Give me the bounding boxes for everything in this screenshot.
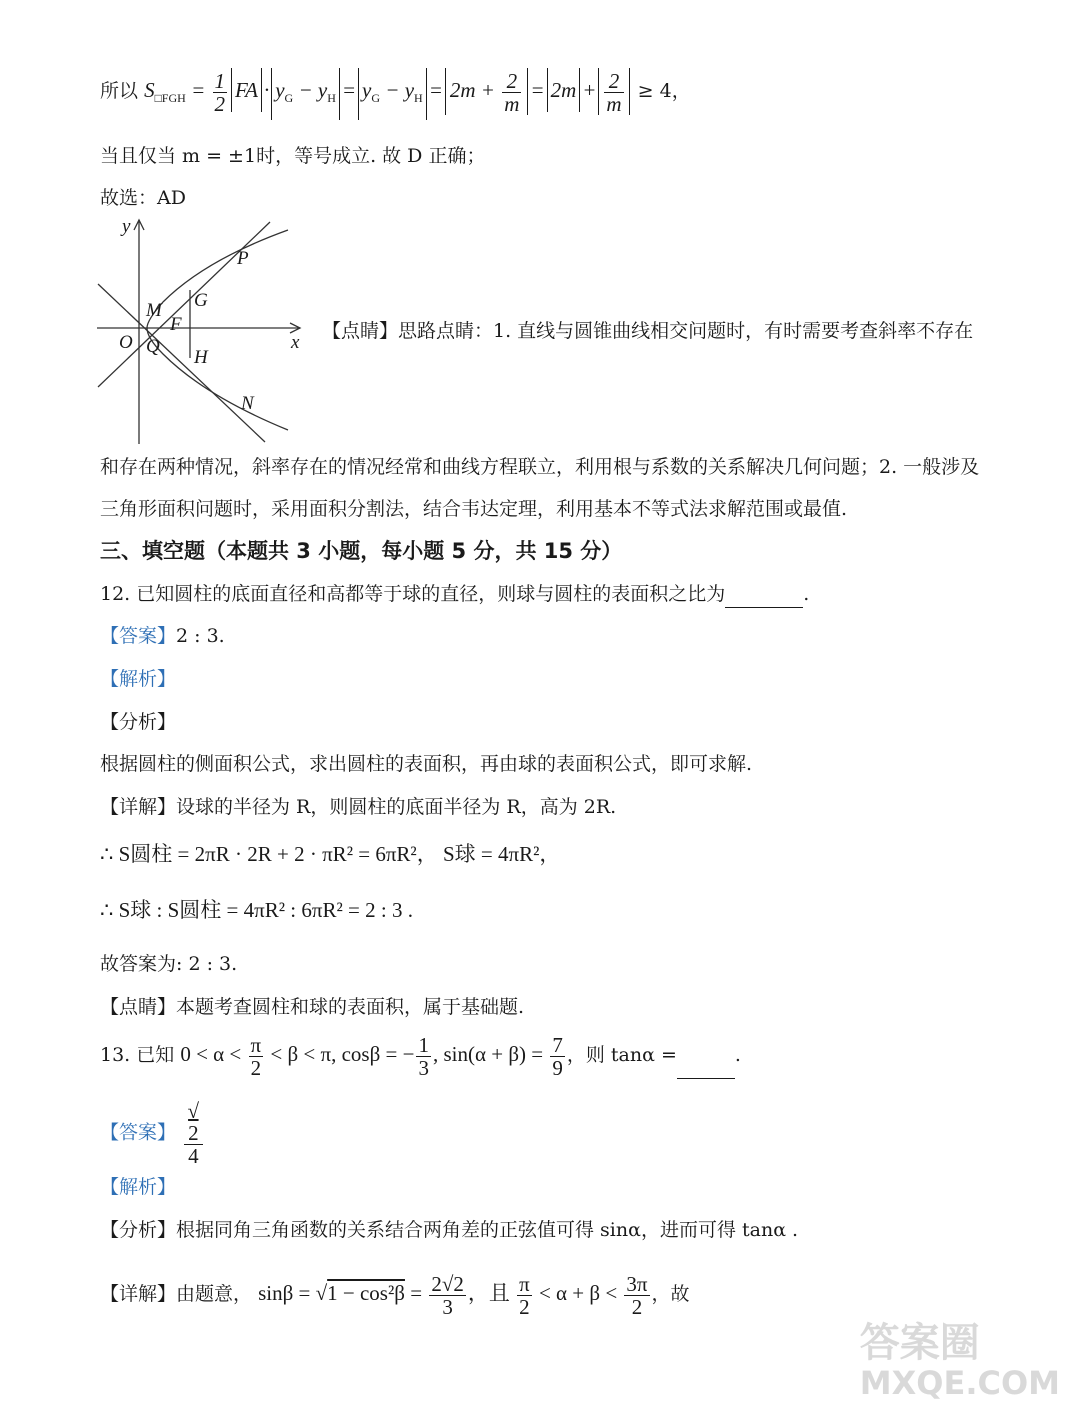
- label-p: P: [237, 248, 249, 269]
- answer-13-value: √ 2 4: [184, 1100, 203, 1167]
- xiangjie-13: [100, 1270, 690, 1318]
- fenxi-13-text: 根据同角三角函数的关系结合两角差的正弦值可得 sinα，进而可得 tanα .: [176, 1219, 799, 1241]
- xiangjie-13-tag: 【详解】: [100, 1283, 177, 1305]
- question-13-conditions: 0 < α < $\frac{\pi}{2}$ < β < π, cosβ = − $\frac{1}{3}$ , sin(α + β) = $\frac{7}{9}$: [180, 1032, 563, 1080]
- fenxi-13-tag: 【分析】: [100, 1219, 177, 1241]
- question-13-prefix: 13. 已知: [100, 1044, 175, 1066]
- dianjing-1-text: 思路点睛：1. 直线与圆锥曲线相交问题时，有时需要考查斜率不存在: [398, 320, 974, 342]
- jiexi-12: 【解析】: [100, 668, 177, 690]
- dianjing-1-continued-2: 三角形面积问题时，采用面积分割法，结合韦达定理，利用基本不等式法求解范围或最值.: [100, 498, 848, 520]
- line-through-origin: [98, 222, 270, 387]
- label-q: Q: [146, 336, 160, 357]
- area-formula-prefix: 所以: [100, 80, 139, 102]
- xiangjie-12-tag: 【详解】: [100, 796, 177, 818]
- dianjing-1-tag: 【点睛】: [322, 320, 399, 342]
- question-12-text: 12. 已知圆柱的底面直径和高都等于球的直径，则球与圆柱的表面积之比为: [100, 583, 726, 605]
- label-g: G: [194, 290, 208, 311]
- answer-12-value: 2 : 3.: [176, 625, 225, 647]
- fenxi-13: [100, 1216, 798, 1244]
- question-12-end: .: [803, 583, 810, 605]
- xiangjie-13-expression: sinβ = √1 − cos²β = $\frac{2√2}{3}$ ，且 $\frac{\pi}{2}$ < α + β < $\frac{3\pi}{2}$: [258, 1271, 648, 1319]
- xiangjie-12-text: 设球的半径为 R，则圆柱的底面半径为 R，高为 2R.: [176, 796, 617, 818]
- parabola-curve: [147, 230, 288, 430]
- area-formula-expression: $S_{□FGH}$ = $\frac{1}{2}$ FA · $y_G - y_H = y_G - y_H = 2m$ + $\frac{2}{m}$ = 2m + $\frac{2}{m}$: [144, 78, 632, 102]
- question-13-end: .: [734, 1044, 741, 1066]
- equality-condition: 当且仅当 m = ±1时，等号成立. 故 D 正确；: [100, 145, 486, 167]
- question-12: [100, 580, 809, 608]
- final-answer-12: 故答案为: 2 : 3.: [100, 953, 238, 975]
- fenxi-12-text: 根据圆柱的侧面积公式，求出圆柱的表面积，再由球的表面积公式，即可求解.: [100, 753, 753, 775]
- answer-13: [100, 1100, 205, 1167]
- question-13: [100, 1032, 741, 1079]
- xiangjie-12: [100, 793, 616, 821]
- answer-12: [100, 622, 225, 650]
- dianjing-12-text: 本题考查圆柱和球的表面积，属于基础题.: [176, 996, 525, 1018]
- answer-blank-12: [725, 587, 803, 608]
- question-13-mid: ，则 tanα =: [566, 1044, 677, 1066]
- area-formula-line: [100, 68, 691, 120]
- answer-12-tag: 【答案】: [100, 625, 177, 647]
- final-choice: 故选：AD: [100, 187, 186, 209]
- label-o: O: [119, 332, 133, 353]
- jiexi-13: 【解析】: [100, 1176, 177, 1198]
- answer-13-tag: 【答案】: [100, 1121, 177, 1144]
- label-n: N: [241, 393, 254, 414]
- answer-blank-13: [677, 1058, 735, 1079]
- dianjing-12-tag: 【点睛】: [100, 996, 177, 1018]
- watermark-logo: 答案圈 MXQE.COM: [859, 1320, 1060, 1402]
- area-formula-tail: ≥ 4，: [637, 80, 691, 102]
- label-x: x: [291, 332, 300, 353]
- label-m: M: [146, 300, 162, 321]
- dianjing-1-continued-1: 和存在两种情况，斜率存在的情况经常和曲线方程联立，利用根与系数的关系解决几何问题；2. 一般涉及: [100, 456, 980, 478]
- xiangjie-13-text: 由题意，: [176, 1283, 253, 1305]
- equation-surface-areas: ∴ S圆柱 = 2πR · 2R + 2 · πR² = 6πR²， S球 = 4πR²，: [100, 842, 561, 866]
- fenxi-12-tag: 【分析】: [100, 711, 177, 733]
- label-h: H: [194, 347, 208, 368]
- section-title-fill-in: 三、填空题（本题共 3 小题，每小题 5 分，共 15 分）: [100, 539, 623, 563]
- label-f: F: [170, 314, 182, 335]
- xiangjie-13-tail: ，故: [651, 1283, 690, 1305]
- parabola-figure: [95, 212, 310, 447]
- label-y: y: [122, 216, 131, 237]
- equation-ratio: ∴ S球 : S圆柱 = 4πR² : 6πR² = 2 : 3 .: [100, 898, 413, 922]
- dianjing-12: [100, 993, 524, 1021]
- dianjing-1: [322, 317, 973, 345]
